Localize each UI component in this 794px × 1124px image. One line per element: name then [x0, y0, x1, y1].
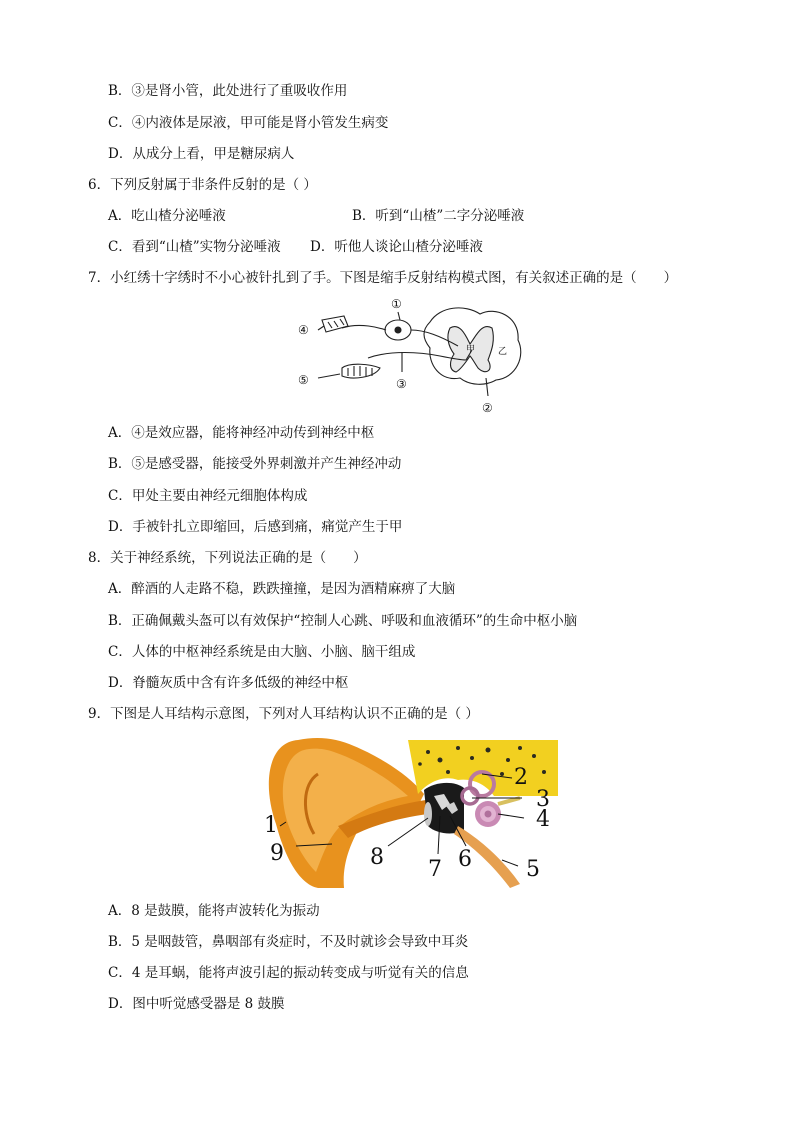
reflex-label-2: ② [482, 401, 493, 415]
q8-option-c: C．人体的中枢神经系统是由大脑、小脑、脑干组成 [108, 644, 416, 660]
reflex-arc-diagram [290, 292, 530, 416]
q7-stem: 7．小红绣十字绣时不小心被针扎到了手。下图是缩手反射结构模式图，有关叙述正确的是（ ） [88, 270, 678, 286]
ear-label-2: 2 [514, 765, 528, 790]
ear-label-4: 4 [536, 807, 550, 832]
q7-option-d: D．手被针扎立即缩回，后感到痛，痛觉产生于甲 [108, 519, 403, 535]
ear-label-8: 8 [370, 845, 384, 870]
reflex-label-5: ⑤ [298, 373, 309, 387]
ear-label-1: 1 [264, 813, 278, 838]
q5-option-c: C．④内液体是尿液，甲可能是肾小管发生病变 [108, 115, 389, 131]
q6-option-a: A．吃山楂分泌唾液 [108, 208, 226, 224]
q8-option-d: D．脊髓灰质中含有许多低级的神经中枢 [108, 675, 349, 691]
reflex-label-jia: 甲 [466, 345, 476, 355]
reflex-label-1: ① [391, 297, 402, 311]
q7-option-b: B．⑤是感受器，能接受外界刺激并产生神经冲动 [108, 456, 402, 472]
q8-stem: 8．关于神经系统，下列说法正确的是（ ） [88, 550, 367, 566]
ear-label-3: 3 [536, 787, 550, 812]
q9-option-a: A．8 是鼓膜，能将声波转化为振动 [108, 903, 320, 919]
reflex-label-yi: 乙 [498, 347, 508, 357]
reflex-label-3: ③ [396, 377, 407, 391]
q9-option-b: B．5 是咽鼓管，鼻咽部有炎症时，不及时就诊会导致中耳炎 [108, 934, 469, 950]
q5-option-b: B．③是肾小管，此处进行了重吸收作用 [108, 83, 348, 99]
q8-option-b: B．正确佩戴头盔可以有效保护“控制人心跳、呼吸和血液循环”的生命中枢小脑 [108, 613, 578, 629]
reflex-label-4: ④ [298, 323, 309, 337]
ear-label-6: 6 [458, 847, 472, 872]
q9-stem: 9．下图是人耳结构示意图，下列对人耳结构认识不正确的是（ ） [88, 706, 479, 722]
q6-stem: 6．下列反射属于非条件反射的是（ ） [88, 177, 317, 193]
ear-label-9: 9 [270, 841, 284, 866]
ear-label-7: 7 [428, 857, 442, 882]
q7-option-c: C．甲处主要由神经元细胞体构成 [108, 488, 308, 504]
q6-option-d: D．听他人谈论山楂分泌唾液 [310, 239, 483, 255]
ear-structure-diagram [258, 734, 558, 890]
q9-option-d: D．图中听觉感受器是 8 鼓膜 [108, 996, 285, 1012]
q6-option-c: C．看到“山楂”实物分泌唾液 [108, 239, 281, 255]
q7-option-a: A．④是效应器，能将神经冲动传到神经中枢 [108, 425, 375, 441]
q9-option-c: C．4 是耳蜗，能将声波引起的振动转变成与听觉有关的信息 [108, 965, 469, 981]
q8-option-a: A．醉酒的人走路不稳，跌跌撞撞，是因为酒精麻痹了大脑 [108, 581, 456, 597]
ear-label-5: 5 [526, 857, 540, 882]
q6-option-b: B．听到“山楂”二字分泌唾液 [352, 208, 525, 224]
q5-option-d: D．从成分上看，甲是糖尿病人 [108, 146, 295, 162]
